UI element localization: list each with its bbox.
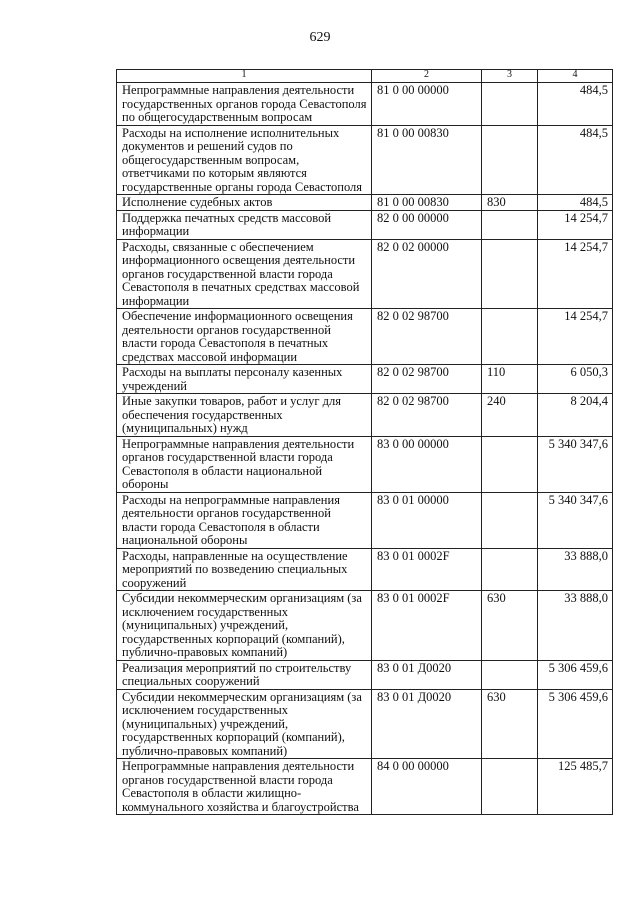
table-row [117,195,613,211]
cell-amount: 6 050,3 [538,365,613,394]
cell-amount: 14 254,7 [538,309,613,365]
cell-name: Непрограммные направления деятельности органов государственной власти города Севастополя в области национальной обороны [117,436,372,492]
cell-amount: 14 254,7 [538,239,613,309]
cell-type [482,125,538,195]
cell-name: Расходы на исполнение исполнительных документов и решений судов по общегосударственным вопросам, ответчиками по которым являются государственные органы города Севастополя [117,125,372,195]
cell-code: 83 0 01 0002F [372,591,482,661]
cell-type [482,239,538,309]
cell-type: 240 [482,394,538,437]
cell-name: Непрограммные направления деятельности государственных органов города Севастополя по общегосударственным вопросам [117,83,372,126]
header-col-4: 4 [538,70,613,83]
table-row [117,591,613,661]
cell-code: 83 0 00 00000 [372,436,482,492]
table-header-row [117,70,613,83]
cell-name: Субсидии некоммерческим организациям (за исключением государственных (муниципальных) учреждений, государственных корпораций (компаний), публично-правовых компаний) [117,689,372,759]
cell-amount: 125 485,7 [538,759,613,815]
cell-code: 81 0 00 00830 [372,195,482,211]
table-row [117,759,613,815]
cell-name: Расходы, направленные на осуществление мероприятий по возведению специальных сооружений [117,548,372,591]
cell-type [482,660,538,689]
cell-amount: 484,5 [538,195,613,211]
cell-name: Расходы на непрограммные направления деятельности органов государственной власти города Севастополя в области национальной обороны [117,492,372,548]
budget-table [116,69,613,815]
cell-type: 630 [482,689,538,759]
table-row [117,125,613,195]
cell-code: 83 0 01 00000 [372,492,482,548]
cell-type: 630 [482,591,538,661]
cell-amount: 5 306 459,6 [538,660,613,689]
table-row [117,210,613,239]
cell-code: 81 0 00 00000 [372,83,482,126]
cell-type: 830 [482,195,538,211]
cell-type: 110 [482,365,538,394]
cell-code: 82 0 00 00000 [372,210,482,239]
cell-code: 82 0 02 98700 [372,365,482,394]
cell-type [482,436,538,492]
cell-amount: 5 306 459,6 [538,689,613,759]
header-col-3: 3 [482,70,538,83]
cell-name: Исполнение судебных актов [117,195,372,211]
cell-type [482,309,538,365]
cell-type [482,83,538,126]
cell-type [482,210,538,239]
cell-type [482,759,538,815]
header-col-2: 2 [372,70,482,83]
cell-amount: 14 254,7 [538,210,613,239]
cell-code: 84 0 00 00000 [372,759,482,815]
table-row [117,436,613,492]
cell-amount: 484,5 [538,83,613,126]
cell-amount: 484,5 [538,125,613,195]
cell-name: Обеспечение информационного освещения деятельности органов государственной власти города Севастополя в печатных средствах массовой информации [117,309,372,365]
table-row [117,492,613,548]
cell-name: Непрограммные направления деятельности органов государственной власти города Севастополя в области жилищно-коммунального хозяйства и благоустройства [117,759,372,815]
table-row [117,689,613,759]
table-row [117,394,613,437]
cell-code: 82 0 02 00000 [372,239,482,309]
cell-name: Расходы на выплаты персоналу казенных учреждений [117,365,372,394]
cell-name: Субсидии некоммерческим организациям (за исключением государственных (муниципальных) учреждений, государственных корпораций (компаний), публично-правовых компаний) [117,591,372,661]
cell-code: 83 0 01 Д0020 [372,689,482,759]
header-col-1: 1 [117,70,372,83]
cell-type [482,548,538,591]
table-row [117,548,613,591]
cell-code: 83 0 01 0002F [372,548,482,591]
cell-code: 81 0 00 00830 [372,125,482,195]
cell-code: 83 0 01 Д0020 [372,660,482,689]
cell-amount: 8 204,4 [538,394,613,437]
cell-amount: 33 888,0 [538,548,613,591]
table-row [117,309,613,365]
table-row [117,365,613,394]
cell-code: 82 0 02 98700 [372,309,482,365]
cell-code: 82 0 02 98700 [372,394,482,437]
cell-name: Иные закупки товаров, работ и услуг для обеспечения государственных (муниципальных) нужд [117,394,372,437]
cell-amount: 5 340 347,6 [538,436,613,492]
cell-amount: 33 888,0 [538,591,613,661]
table-row [117,660,613,689]
cell-type [482,492,538,548]
cell-name: Реализация мероприятий по строительству специальных сооружений [117,660,372,689]
cell-name: Поддержка печатных средств массовой информации [117,210,372,239]
page-number: 629 [309,30,331,45]
table-row [117,239,613,309]
table-row [117,83,613,126]
cell-amount: 5 340 347,6 [538,492,613,548]
cell-name: Расходы, связанные с обеспечением информационного освещения деятельности органов государственной власти города Севастополя в печатных средствах массовой информации [117,239,372,309]
